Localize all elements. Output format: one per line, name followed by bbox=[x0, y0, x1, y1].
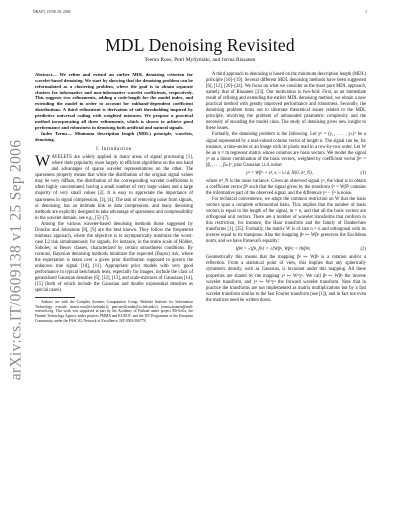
equation-1-body: yⁿ = Wβᵐ + εⁿ, εᵢ ~ i.i.d. N(0, σ²_N), bbox=[246, 170, 313, 176]
paper-authors: Teemu Roos, Petri Myllymäki, and Jorma Rissanen bbox=[144, 57, 256, 63]
paper-title: MDL Denoising Revisited bbox=[105, 35, 295, 55]
intro-paragraph-5: where σ²_N is the noise variance. Given an observed signal yⁿ, the ideal is to obtain a coefficient vector β̃ᵐ such that the signal given by the transform ỹⁿ = Wβ̃ᵐ contains the informative part of the observed signal, and the difference yⁿ − ỹⁿ is noise. bbox=[206, 178, 366, 196]
running-header bbox=[33, 10, 367, 14]
left-column bbox=[35, 72, 193, 323]
equation-2-body: ‖βⁿ‖ = √⟨βⁿ, βⁿ⟩ = √⟨Wβⁿ, Wβⁿ⟩ = ‖Wβⁿ‖. bbox=[236, 247, 311, 253]
arxiv-stamp-text: arXiv:cs.IT/0609138 v1 25 Sep 2006 bbox=[7, 139, 24, 381]
intro-paragraph-3: A third approach to denoising is based on the minimum description length (MDL) principle [16]–[19]. Several different MDL denoising methods have been suggested [6], [12], [20]–[24]. We focus on what we consider as the most pure MDL approach, namely that of Rissanen [23]. Our motivation is two-fold: First, as an immediate result of refining and extending the earlier MDL denoising method, we obtain a new practical method with greatly improved performance and robustness. Secondly, the denoising problem turns out to illustrate theoretical issues related to the MDL principle, involving the problem of unbounded parametric complexity and the necessity of encoding the model class. The study of denoising gives new insight to these issues. bbox=[206, 72, 366, 132]
equation-2-number: (2) bbox=[360, 247, 366, 253]
author-footnote: Authors are with the Complex Systems Computation Group, Helsinki Institute for Information Technology. e-mails: teemu.roos@cs.helsinki.fi, petri.myllymaki@cs.helsinki.fi, jorma.rissanen@mdl-research.org. This work was supported in part by the Academy of Finland under project Mi-SoGa, the Finnish Technology Agency under projects PMMA and KUKOT, and the IST Programme of the European Community, under the PASCAL Network of Excellence, IST-2002-506778. bbox=[35, 300, 193, 323]
intro-paragraph-2: Among the various wavelet-based denoising methods those suggested by Donoho and Johnstone [8], [9] are the best known. They follow the frequentist minimax approach, where the objective is to asymptotically minimize the worst-case L2 risk simultaneously for signals, for instance, in the entire scale of Hölder, Sobolev, or Besov classes, characterized by certain smoothness conditions. By contrast, Bayesian denoising methods minimize the expected (Bayes) risk, where the expectation is taken over a given prior distribution supposed to govern the unknown true signal [10], [11]. Appropriate prior models with very good performance in typical benchmark tests, especially for images, include the class of generalized Gaussian densities [6], [12], [13], and scale-mixtures of Gaussians [14], [15] (both of which include the Gaussian and double exponential densities as special cases). bbox=[35, 221, 193, 294]
intro-paragraph-7: Geometrically this means that the mapping βⁿ ↦ Wβⁿ is a rotation and/or a reflection. From a statistical point of view, this implies that any spherically symmetric density, such as Gaussian, is invariant under this mapping. All these properties are shared by the mapping yⁿ ↦ Wᵀyⁿ. We call βⁿ ↦ Wβⁿ the inverse wavelet transform, and yⁿ ↦ Wᵀyⁿ the forward wavelet transform. Note that in practice the transforms are not implemented as matrix multiplications but by a fast wavelet transform similar to the fast Fourier transform (see [1]), and in fact not even the matrices need be written down. bbox=[206, 255, 366, 303]
page-number: 1 bbox=[365, 10, 367, 14]
intro-paragraph-6: For technical convenience, we adopt the common restriction on W that the basis vectors span a complete orthonormal basis. This implies that the number of basis vectors is equal to the length of the signal, m = n, and that all the basis vectors are orthogonal unit vectors. There are a number of wavelet transforms that conform to this restriction, for instance, the Haar transform and the family of Daubechies transforms [1], [25]. Formally, the matrix W is of size n × n and orthogonal with its inverse equal to its transpose. Also the mapping βⁿ ↦ Wβⁿ preserves the Euclidean norm, and we have Parseval's equality: bbox=[206, 196, 366, 245]
equation-1 bbox=[206, 171, 366, 177]
section-heading: I. Introduction bbox=[96, 147, 132, 153]
footnote-rule bbox=[35, 297, 75, 298]
intro-paragraph-4: Formally, the denoising problem is the following. Let yⁿ = (y₁, . . . , yₙ)ᵀ be a signal represented by a real-valued column vector of length n. The signal can be, for instance, a time-series or an image with its pixels read in a row-by-row order. Let W be an n × m regressor matrix whose columns are basis vectors. We model the signal yⁿ as a linear combination of the basis vectors, weighted by coefficient vector βᵐ = (β₁, . . . , βₘ)ᵀ, plus Gaussian i.i.d. noise: bbox=[206, 132, 366, 168]
equation-1-number: (1) bbox=[360, 170, 366, 176]
header-draft-date: DRAFT, JUNE 28, 2006 bbox=[33, 10, 71, 14]
arxiv-stamp bbox=[4, 140, 28, 380]
equation-2 bbox=[206, 247, 366, 253]
intro-paragraph-1-text: AVELETS are widely applied in many areas of signal processing [1], where their popularity owes largely to efficient algorithms on the one hand and advantages of sparse wavelet representations on the other. The sparseness property means that while the distribution of the original signal values may be very diffuse, the distribution of the corresponding wavelet coefficients is often highly concentrated, having a small number of very large values and a large majority of very small values [2]. It is easy to appreciate the importance of sparseness in signal compression, [3], [4]. The task of removing noise from signals, or denoising, has an intimate link to data compression, and many denoising methods are explicitly designed to take advantage of sparseness and compressibility in the wavelet domain, see e.g., [5]–[7]. bbox=[35, 155, 193, 221]
index-terms: Index Terms— Minimum description length (MDL) principle, wavelets, denoising. bbox=[35, 131, 193, 143]
intro-paragraph-1 bbox=[35, 152, 193, 222]
drop-cap: W bbox=[35, 152, 51, 170]
abstract: Abstract— We refine and extend an earlier MDL denoising criterion for wavelet-based denoising. We start by showing that the denoising problem can be reformulated as a clustering problem, where the goal is to obtain separate clusters for informative and non-informative wavelet coefficients, respectively. This suggests two refinements, adding a code-length for the model index, and extending the model in order to account for subband-dependent coefficient distributions. A third refinement is derivation of soft thresholding inspired by predictive universal coding with weighted mixtures. We propose a practical method incorporating all three refinements, which is shown to achieve good performance and robustness in denoising both artificial and natural signals. bbox=[35, 72, 193, 130]
right-column bbox=[206, 72, 366, 304]
